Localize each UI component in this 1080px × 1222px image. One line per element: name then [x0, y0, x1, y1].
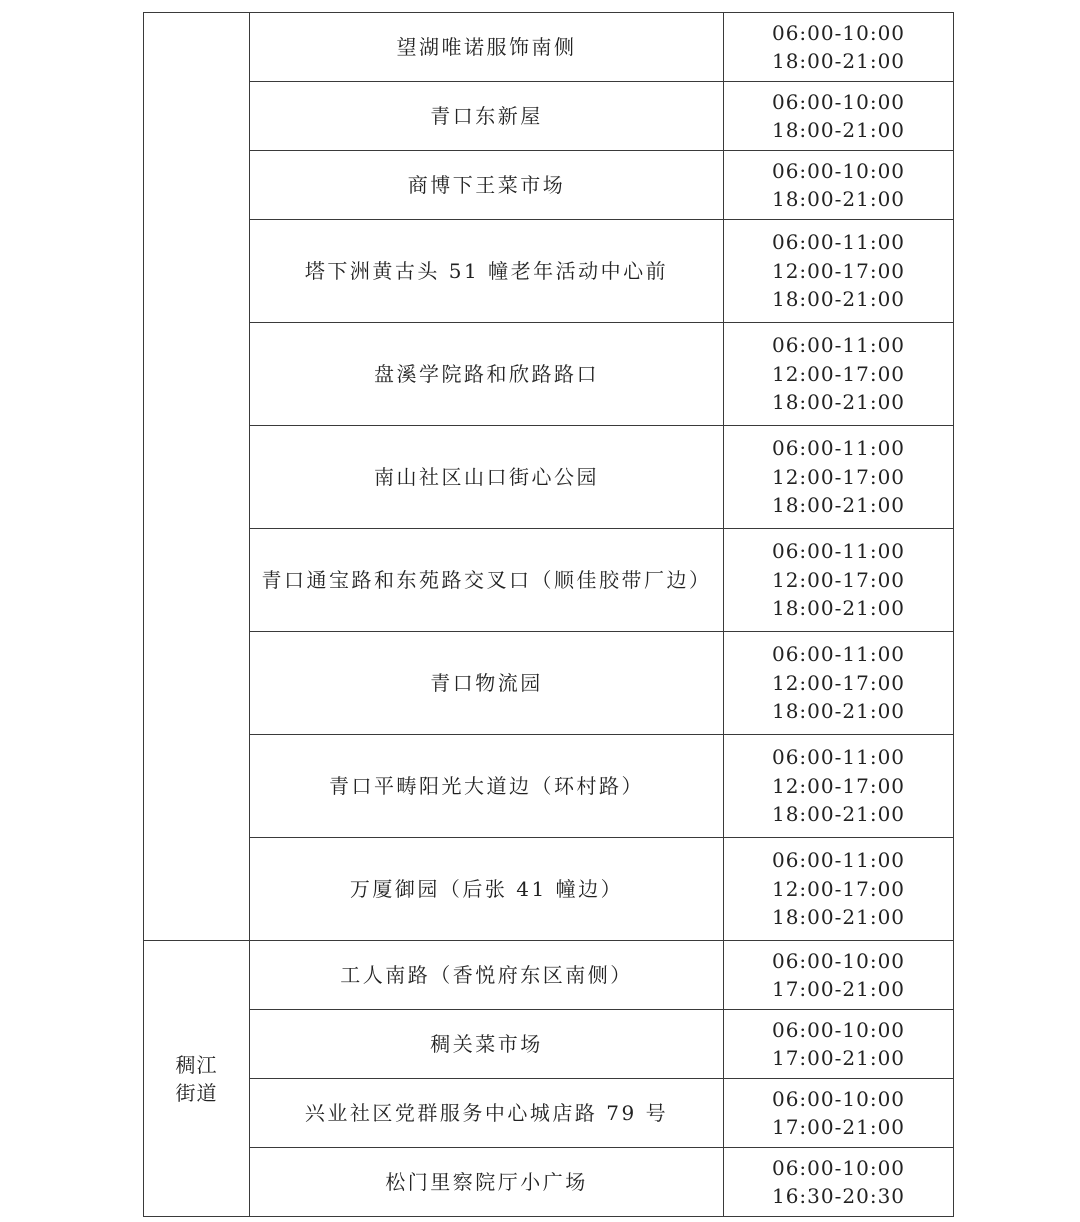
time-range: 06:00-11:00 — [771, 745, 906, 770]
time-range: 18:00-21:00 — [771, 596, 906, 621]
table-row — [144, 13, 954, 82]
hours-cell — [724, 735, 954, 838]
location-cell: 青口平畴阳光大道边（环村路） — [250, 735, 724, 838]
hours-cell — [724, 151, 954, 220]
table-row — [144, 323, 954, 426]
time-range: 06:00-11:00 — [771, 848, 906, 873]
table-row — [144, 632, 954, 735]
time-range: 17:00-21:00 — [771, 1046, 906, 1070]
hours-cell — [724, 220, 954, 323]
time-range: 12:00-17:00 — [771, 464, 906, 489]
time-range: 06:00-10:00 — [771, 89, 906, 114]
location-cell: 商博下王菜市场 — [250, 151, 724, 220]
time-range: 06:00-10:00 — [771, 1086, 906, 1111]
location-cell: 万厦御园（后张 41 幢边） — [250, 838, 724, 941]
hours-cell — [724, 13, 954, 82]
time-range: 16:30-20:30 — [771, 1184, 906, 1208]
table-row — [144, 426, 954, 529]
hours-cell — [724, 632, 954, 735]
hours-cell — [724, 323, 954, 426]
location-cell: 松门里察院厅小广场 — [250, 1148, 724, 1217]
time-range: 12:00-17:00 — [771, 361, 906, 386]
hours-cell — [724, 1079, 954, 1148]
time-range: 12:00-17:00 — [771, 773, 906, 798]
location-cell: 盘溪学院路和欣路路口 — [250, 323, 724, 426]
table-row — [144, 1148, 954, 1217]
hours-cell — [724, 529, 954, 632]
district-cell: 稠江 街道 — [144, 941, 250, 1217]
location-cell: 青口通宝路和东苑路交叉口（顺佳胶带厂边） — [250, 529, 724, 632]
time-range: 18:00-21:00 — [771, 699, 906, 724]
location-cell: 青口物流园 — [250, 632, 724, 735]
table-row — [144, 1010, 954, 1079]
time-range: 18:00-21:00 — [771, 49, 906, 73]
location-cell: 塔下洲黄古头 51 幢老年活动中心前 — [250, 220, 724, 323]
time-range: 12:00-17:00 — [771, 567, 906, 592]
time-range: 17:00-21:00 — [771, 1115, 906, 1139]
time-range: 17:00-21:00 — [771, 977, 906, 1001]
location-cell: 望湖唯诺服饰南侧 — [250, 13, 724, 82]
location-cell: 兴业社区党群服务中心城店路 79 号 — [250, 1079, 724, 1148]
time-range: 06:00-10:00 — [771, 158, 906, 183]
hours-cell — [724, 82, 954, 151]
table-row — [144, 220, 954, 323]
hours-cell — [724, 838, 954, 941]
time-range: 18:00-21:00 — [771, 802, 906, 827]
hours-cell — [724, 941, 954, 1010]
time-range: 12:00-17:00 — [771, 258, 906, 283]
time-range: 18:00-21:00 — [771, 905, 906, 930]
location-cell: 工人南路（香悦府东区南侧） — [250, 941, 724, 1010]
time-range: 06:00-10:00 — [771, 1155, 906, 1180]
time-range: 12:00-17:00 — [771, 670, 906, 695]
hours-cell — [724, 426, 954, 529]
location-cell: 稠关菜市场 — [250, 1010, 724, 1079]
location-cell: 青口东新屋 — [250, 82, 724, 151]
time-range: 18:00-21:00 — [771, 187, 906, 211]
time-range: 12:00-17:00 — [771, 876, 906, 901]
time-range: 06:00-10:00 — [771, 1017, 906, 1042]
time-range: 06:00-11:00 — [771, 539, 906, 564]
time-range: 06:00-10:00 — [771, 20, 906, 45]
table-row — [144, 941, 954, 1010]
location-cell: 南山社区山口街心公园 — [250, 426, 724, 529]
time-range: 06:00-11:00 — [771, 642, 906, 667]
district-cell — [144, 13, 250, 941]
time-range: 06:00-11:00 — [771, 230, 906, 255]
table-row — [144, 838, 954, 941]
table-row — [144, 735, 954, 838]
table-row — [144, 82, 954, 151]
time-range: 06:00-10:00 — [771, 948, 906, 973]
hours-cell — [724, 1148, 954, 1217]
hours-cell — [724, 1010, 954, 1079]
time-range: 18:00-21:00 — [771, 390, 906, 415]
testing-sites-table — [143, 12, 954, 1217]
time-range: 18:00-21:00 — [771, 287, 906, 312]
time-range: 06:00-11:00 — [771, 333, 906, 358]
table-row — [144, 151, 954, 220]
table-row — [144, 529, 954, 632]
time-range: 18:00-21:00 — [771, 118, 906, 142]
time-range: 06:00-11:00 — [771, 436, 906, 461]
time-range: 18:00-21:00 — [771, 493, 906, 518]
table-row — [144, 1079, 954, 1148]
